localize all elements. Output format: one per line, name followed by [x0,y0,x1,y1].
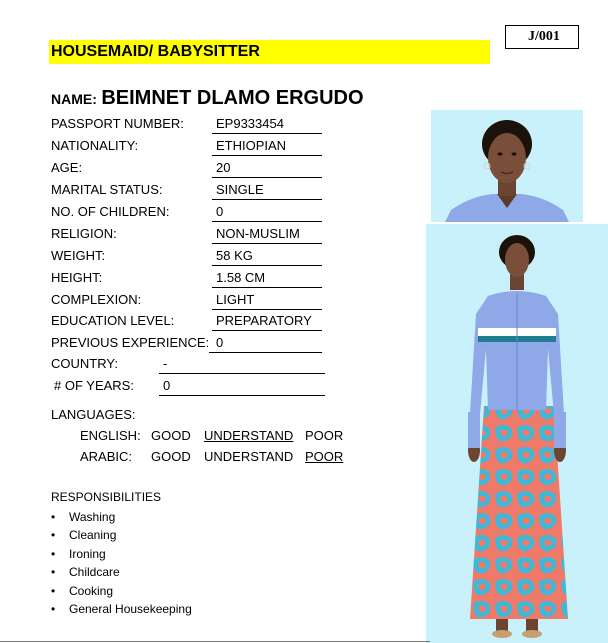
field-label: HEIGHT: [51,270,103,285]
responsibility-item: • Cleaning [51,528,192,546]
field-underline [212,199,322,200]
page-title: HOUSEMAID/ BABYSITTER [51,43,260,60]
field-underline [159,373,325,374]
level-understand-selected: UNDERSTAND [204,428,294,443]
portrait-figure-icon [431,110,583,222]
field-value: 58 KG [216,248,253,263]
field-label: # OF YEARS: [54,378,134,393]
responsibility-item: • Washing [51,510,192,528]
field-underline [212,309,322,310]
level-good: GOOD [151,449,191,464]
field-value: EP9333454 [216,116,284,131]
field-value: ETHIOPIAN [216,138,287,153]
responsibility-item: • Ironing [51,547,192,565]
responsibility-item: • Cooking [51,584,192,602]
language-name: ENGLISH: [80,428,141,443]
full-body-photo [426,224,608,643]
field-label: NATIONALITY: [51,138,139,153]
field-label: PREVIOUS EXPERIENCE: [51,335,210,350]
level-poor-selected: POOR [305,449,344,464]
field-underline [212,155,322,156]
field-underline [209,352,322,353]
language-row-arabic [80,449,360,467]
responsibilities-heading: RESPONSIBILITIES [51,490,162,504]
field-label: EDUCATION LEVEL: [51,313,175,328]
field-underline [212,330,322,331]
field-value: LIGHT [216,292,255,307]
field-label: AGE: [51,160,83,175]
language-row-english [80,428,360,446]
field-value: 1.58 CM [216,270,266,285]
language-name: ARABIC: [80,449,133,464]
field-label: COUNTRY: [51,356,118,371]
field-underline [212,243,322,244]
responsibility-item: • Childcare [51,565,192,583]
field-label: RELIGION: [51,226,117,241]
field-value: - [163,356,168,371]
field-label: NO. OF CHILDREN: [51,204,170,219]
level-understand: UNDERSTAND [204,449,294,464]
name-label: NAME: [51,91,97,107]
reference-number: J/001 [528,29,560,44]
field-underline [212,133,322,134]
field-underline [159,395,325,396]
responsibilities-list [51,510,192,620]
responsibility-item: • General Housekeeping [51,602,192,620]
field-label: WEIGHT: [51,248,106,263]
page-bottom-divider [0,641,430,642]
candidate-name-row [51,87,364,110]
field-underline [212,287,322,288]
full-body-figure-icon [426,224,608,643]
field-label: COMPLEXION: [51,292,142,307]
field-value: 0 [216,204,224,219]
field-underline [212,221,322,222]
field-value: NON-MUSLIM [216,226,300,241]
languages-heading: LANGUAGES: [51,407,136,422]
level-poor: POOR [305,428,344,443]
field-value: 20 [216,160,231,175]
portrait-photo [431,110,583,222]
field-label: PASSPORT NUMBER: [51,116,184,131]
level-good: GOOD [151,428,191,443]
field-value: PREPARATORY [216,313,312,328]
field-underline [212,177,322,178]
field-label: MARITAL STATUS: [51,182,163,197]
field-value: 0 [216,335,224,350]
field-value: SINGLE [216,182,264,197]
field-value: 0 [163,378,171,393]
candidate-name: BEIMNET DLAMO ERGUDO [101,87,364,109]
field-underline [212,265,322,266]
